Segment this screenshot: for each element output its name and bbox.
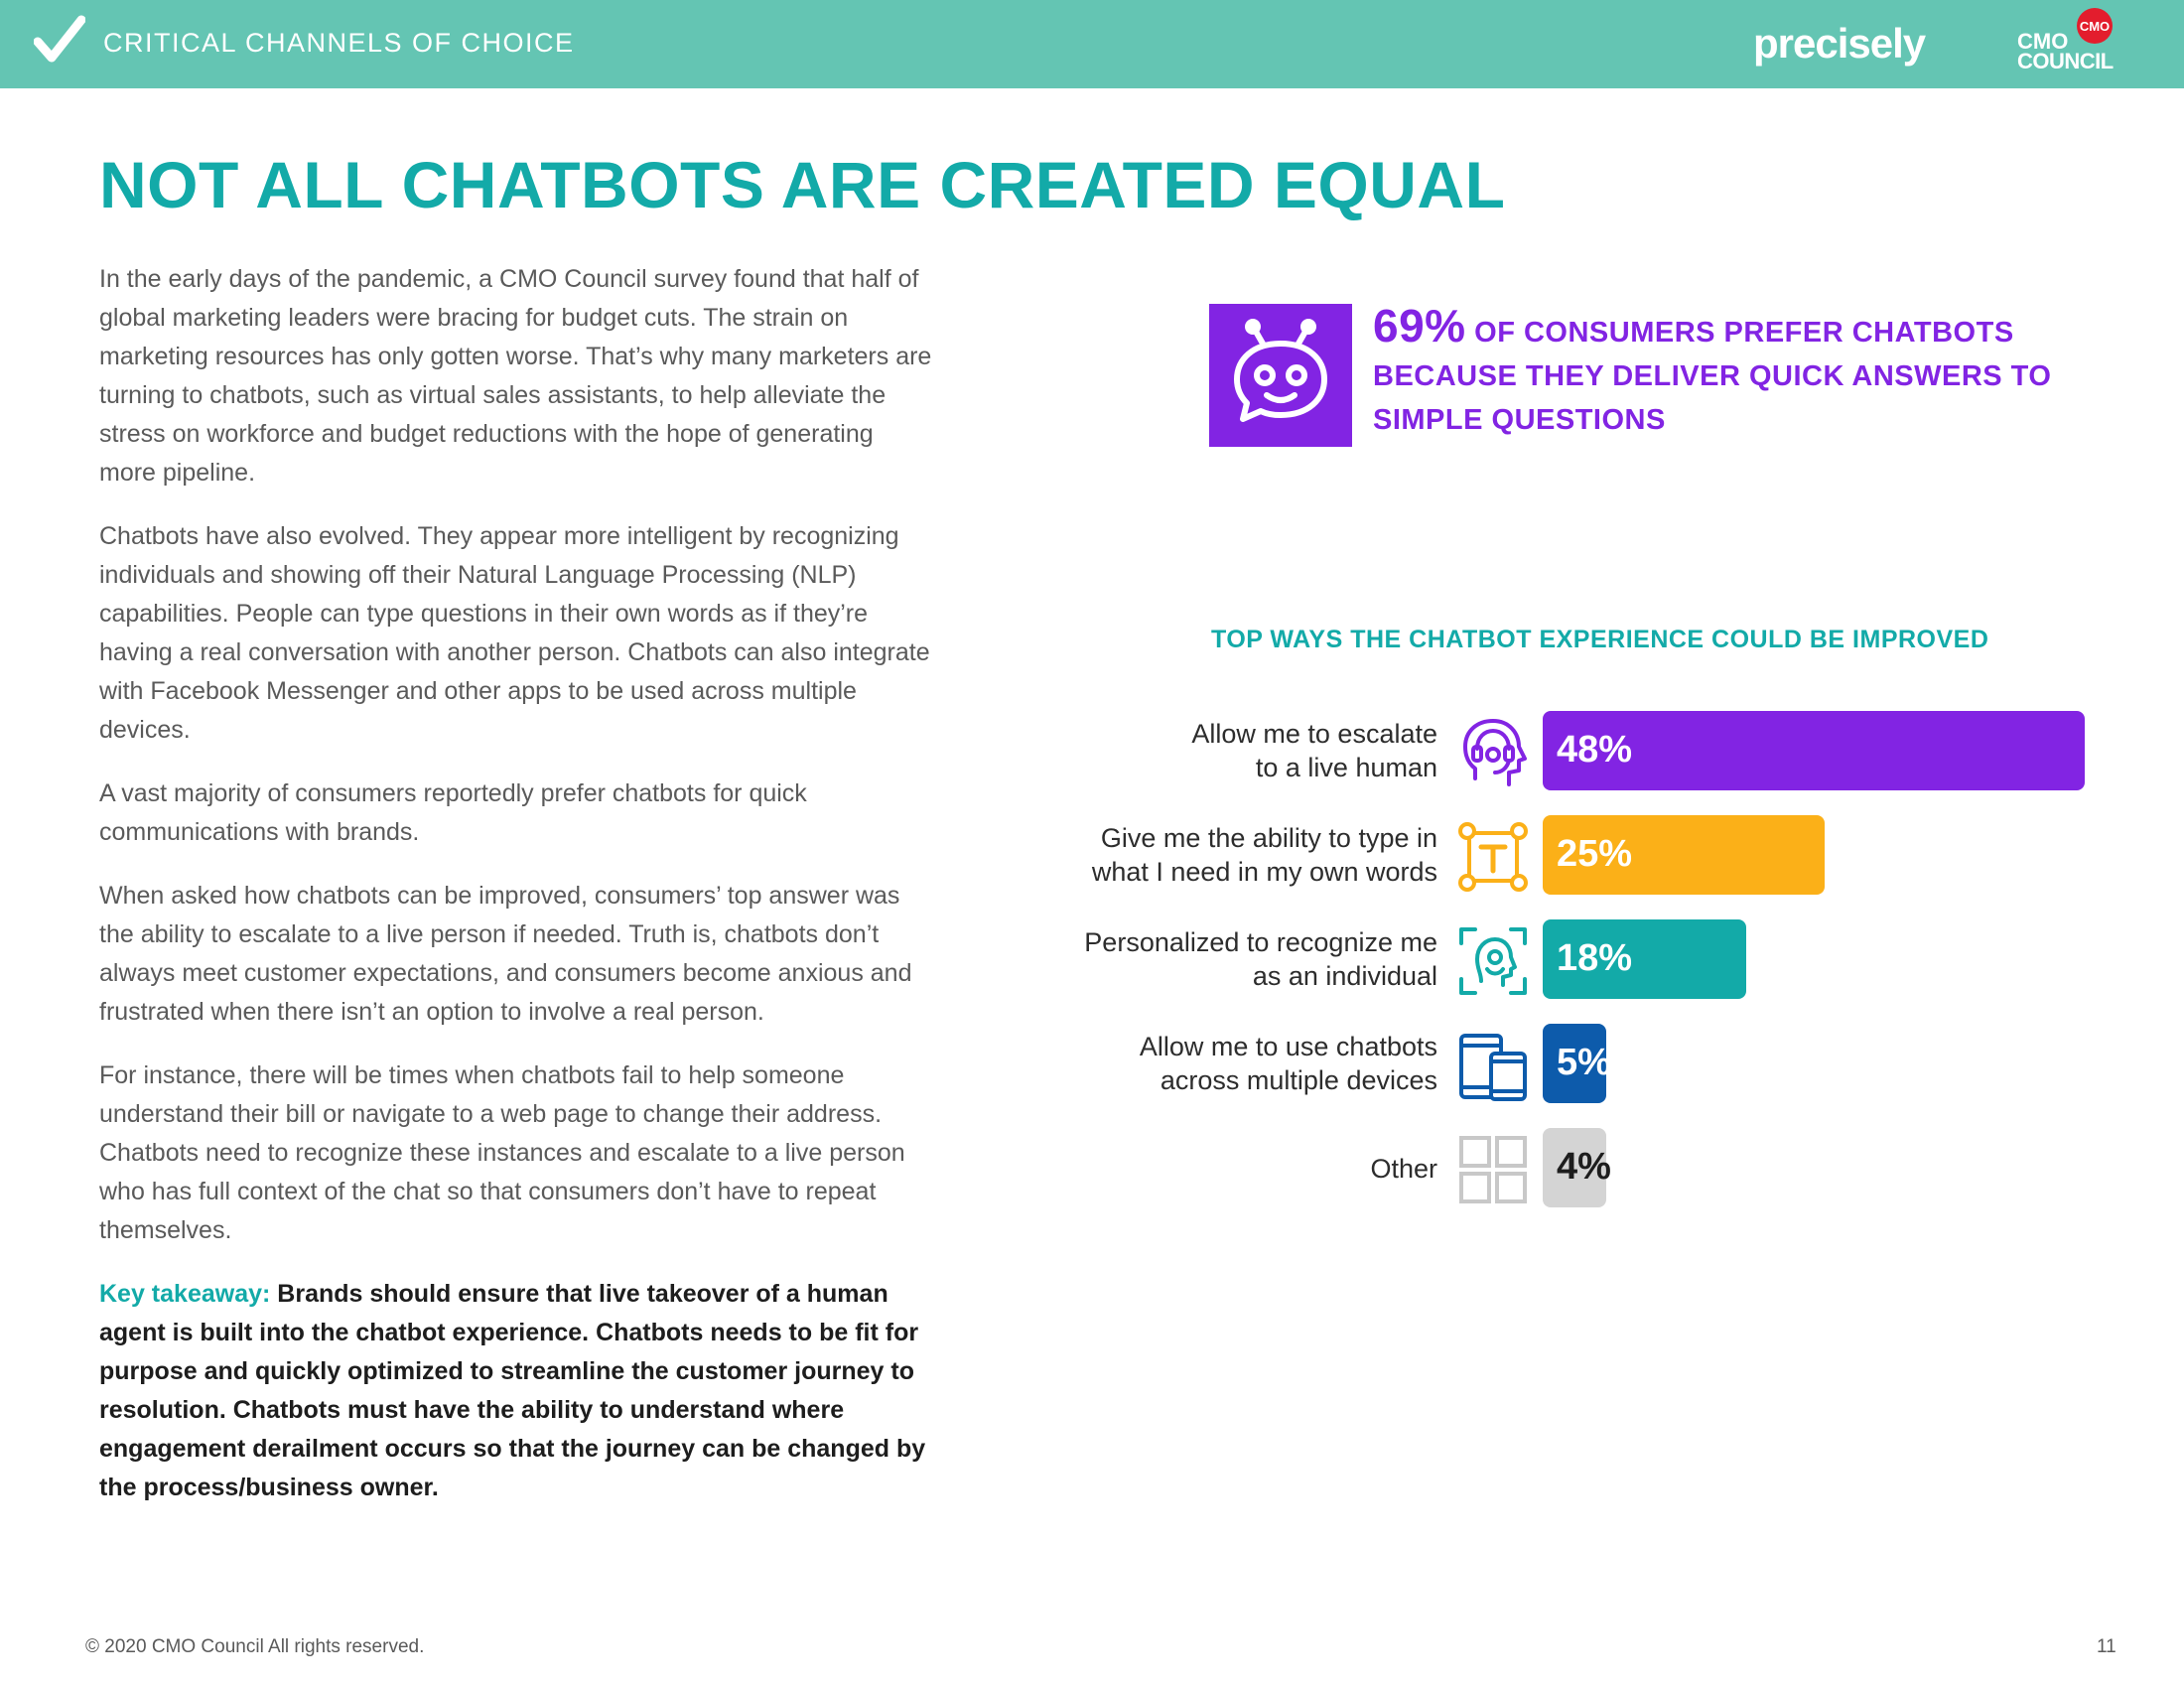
- svg-text:CMO: CMO: [2079, 19, 2111, 34]
- body-column: [99, 260, 933, 1532]
- chart-category-label: [1021, 821, 1437, 889]
- key-takeaway-lead: Key takeaway:: [99, 1280, 271, 1308]
- chart-category-label-line: Allow me to use chatbots: [1139, 1032, 1437, 1061]
- header-band: [0, 0, 2184, 88]
- chart-category-label-line: as an individual: [1252, 961, 1437, 991]
- council-logo-line1: CMO: [2017, 29, 2069, 54]
- stat-callout-text: [1373, 300, 2068, 442]
- chart-bar: [1543, 815, 1825, 895]
- page-number: 11: [2097, 1636, 2116, 1657]
- cmo-council-logo: [2015, 6, 2115, 81]
- chart-title: TOP WAYS THE CHATBOT EXPERIENCE COULD BE IMPROVED: [1211, 626, 1989, 653]
- key-takeaway-text: Brands should ensure that live takeover of a human agent is built into the chatbot experience. Chatbots needs to be fit for purpose and quickly optimized to streamline the customer journey to resolution. Chatbots must have the ability to understand where engagement derailment occurs so that the journey can be changed by the process/business owner.: [99, 1280, 926, 1501]
- stat-number: 69%: [1373, 300, 1466, 352]
- chart-bar-row: [993, 711, 2124, 794]
- chart-category-label: [1021, 717, 1437, 784]
- chart-bar-row: [993, 1024, 2124, 1107]
- chart-category-label-line: Personalized to recognize me: [1084, 927, 1437, 957]
- body-paragraph: For instance, there will be times when chatbots fail to help someone understand their bill or navigate to a web page to change their address. Chatbots need to recognize these instances and escalate to a live person who has full context of the chat so that consumers don’t have to repeat themselves.: [99, 1061, 905, 1244]
- chatbot-face-icon-box: [1209, 304, 1352, 447]
- chart-value-label: 18%: [1557, 937, 1633, 979]
- grid-squares-icon: [1455, 1132, 1531, 1207]
- body-paragraph: When asked how chatbots can be improved, consumers’ top answer was the ability to escalate to a live person if needed. Truth is, chatbots don’t always meet customer expectations, and consumers become anxious and frustrated when there isn’t an option to involve a real person.: [99, 882, 912, 1026]
- face-recognition-icon: [1455, 923, 1531, 999]
- chart-value-label: 48%: [1557, 729, 1633, 771]
- body-paragraph: In the early days of the pandemic, a CMO Council survey found that half of global marketing leaders were bracing for budget cuts. The strain on marketing resources has only gotten worse. That’s why many marketers are turning to chatbots, such as virtual sales assistants, to help alleviate the stress on workforce and budget reductions with the hope of generating more pipeline.: [99, 265, 932, 487]
- headset-person-icon: [1455, 715, 1531, 790]
- chart-value-label: 25%: [1557, 833, 1633, 875]
- chart-category-label-line: across multiple devices: [1160, 1065, 1437, 1095]
- precisely-logo: precisely: [1753, 20, 1926, 67]
- chart-category-label-line: Other: [1370, 1154, 1437, 1184]
- section-label: CRITICAL CHANNELS OF CHOICE: [103, 28, 575, 58]
- chart-bar: [1543, 1128, 1611, 1207]
- chart-bar-row: [993, 815, 2124, 899]
- stat-description: OF CONSUMERS PREFER CHATBOTS BECAUSE THEY DELIVER QUICK ANSWERS TO SIMPLE QUESTIONS: [1373, 317, 2052, 436]
- chart-category-label: [1021, 1152, 1437, 1186]
- multi-device-icon: [1455, 1028, 1531, 1103]
- text-type-icon: [1455, 819, 1531, 895]
- key-takeaway: [99, 1275, 933, 1507]
- chart-category-label-line: what I need in my own words: [1091, 857, 1437, 887]
- body-paragraph: Chatbots have also evolved. They appear more intelligent by recognizing individuals and showing off their Natural Language Processing (NLP) capabilities. People can type questions in their own words as if they’re having a real conversation with another person. Chatbots can also integrate with Facebook Messenger and other apps to be used across multiple devices.: [99, 522, 930, 744]
- chart-category-label-line: Allow me to escalate: [1191, 719, 1437, 749]
- chart-category-label-line: Give me the ability to type in: [1100, 823, 1437, 853]
- improvement-bar-chart: [993, 695, 2124, 1231]
- chart-category-label: [1021, 1030, 1437, 1097]
- chart-bar-row: [993, 1128, 2124, 1211]
- chart-bar-row: [993, 919, 2124, 1003]
- chart-bar: [1543, 919, 1746, 999]
- chart-bar: [1543, 711, 2085, 790]
- chart-value-label: 4%: [1557, 1146, 1611, 1188]
- page-title: NOT ALL CHATBOTS ARE CREATED EQUAL: [99, 148, 1506, 221]
- chart-category-label: [1021, 925, 1437, 993]
- cmo-badge-icon: [2075, 6, 2115, 46]
- checkmark-icon: [34, 14, 85, 66]
- copyright-notice: © 2020 CMO Council All rights reserved.: [85, 1636, 425, 1657]
- council-logo-line2: COUNCIL: [2017, 49, 2114, 73]
- chatbot-face-icon: [1209, 304, 1352, 447]
- chart-bar: [1543, 1024, 1611, 1103]
- chart-value-label: 5%: [1557, 1042, 1611, 1083]
- chart-category-label-line: to a live human: [1255, 753, 1437, 782]
- body-paragraph: A vast majority of consumers reportedly prefer chatbots for quick communications with brands.: [99, 779, 807, 846]
